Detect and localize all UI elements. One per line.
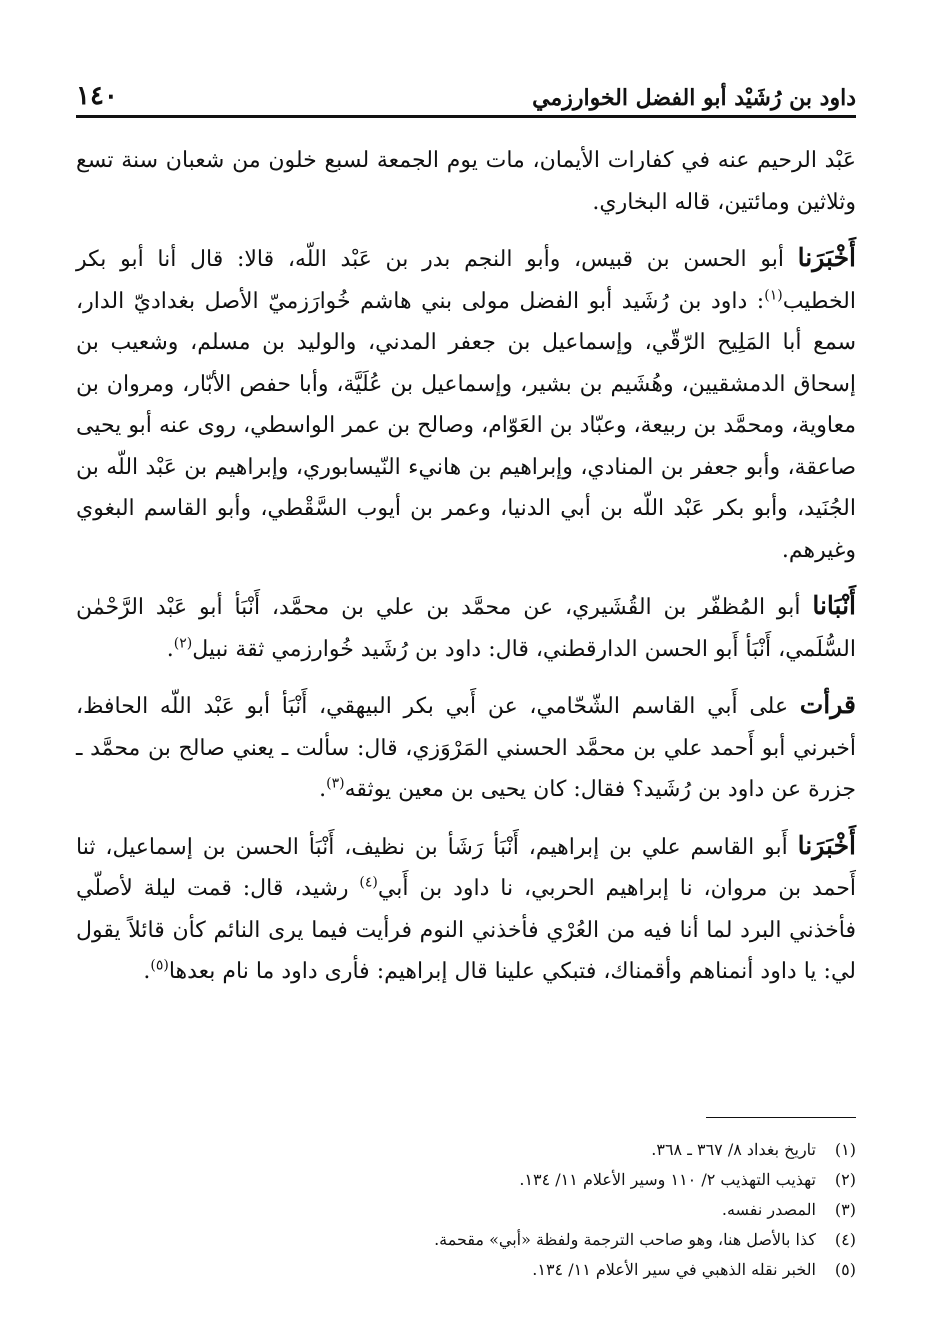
- page-header: [76, 78, 856, 118]
- footnote-ref-4: (٤): [359, 874, 378, 891]
- page-number: ١٤٠: [76, 81, 118, 111]
- footnote-ref-5: (٥): [150, 957, 169, 974]
- paragraph-text: .: [319, 777, 327, 802]
- paragraph-lead-word: أَخْبَرَنا: [797, 243, 856, 272]
- paragraph-text: عَبْد الرحيم عنه في كفارات الأيمان، مات يوم الجمعة لسبع خلون من شعبان سنة تسع وثلاثين ومائتين، قاله البخاري.: [76, 148, 856, 215]
- footnote-item: [76, 1255, 856, 1285]
- main-text: [76, 140, 856, 1003]
- footnote-ref-2: (٢): [173, 635, 193, 652]
- paragraph-text: : داود بن رُشَيد أبو الفضل مولى بني هاشم خُوارَزميّ الأصل بغداديّ الدار، سمع أبا المَلِيح الرّقّي، وإسماعيل بن جعفر المدني، والوليد بن مسلم، وشعيب بن إسحاق الدمشقيين، وهُشَيم بن بشير، وإسماعيل بن عُلَيَّة، وأبا حفص الأبّار، ومروان بن معاوية، ومحمَّد بن ربيعة، وعبّاد بن العَوّام، وصالح بن عمر الواسطي، روى عنه أبو يحيى صاعقة، وأبو جعفر بن المنادي، وإبراهيم بن هانيء النّيسابوري، وإبراهيم بن عَبْد اللّه بن الجُنَيد، وأبو بكر عَبْد اللّه بن أبي الدنيا، وعمر بن أيوب السَّقْطي، وأبو القاسم البغوي وغيرهم.: [76, 288, 856, 563]
- paragraph-text: رشيد، قال: قمت ليلة لأصلّي فأخذني البرد لما أنا فيه من العُرْي فأخذني النوم فرأيت فيما يرى النائم كأن قائلاً يقول لي: يا داود أنمناهم وأقمناك، فتبكي علينا قال إبراهيم: فأرى داود ما نام بعدها: [76, 876, 856, 984]
- paragraph-2: [76, 237, 856, 571]
- footnote-item: [76, 1165, 856, 1195]
- paragraph-lead-word: أَخْبَرَنا: [797, 830, 856, 860]
- paragraph-5: [76, 825, 856, 993]
- footnote-text: المصدر نفسه.: [721, 1200, 816, 1219]
- footnote-number: (١): [834, 1140, 856, 1159]
- footnotes: [76, 1135, 856, 1285]
- footnote-item: [76, 1195, 856, 1225]
- paragraph-text: أَبو القاسم علي بن إبراهيم، أَنْبَأ رَشَأ بن نظيف، أَنْبَأ الحسن بن إسماعيل، ثنا أَحمد بن مروان، نا إبراهيم الحربي، نا داود بن أَبي: [76, 834, 856, 901]
- footnote-number: (٣): [834, 1200, 856, 1219]
- paragraph-lead-word: قرأت: [799, 690, 856, 719]
- footnote-ref-1: (١): [764, 287, 783, 304]
- footnote-text: تهذيب التهذيب ٢/ ١١٠ وسير الأعلام ١١/ ١٣٤.: [519, 1170, 816, 1189]
- footnote-number: (٥): [834, 1260, 856, 1279]
- paragraph-text: أبو المُظفّر بن القُشَيري، عن محمَّد بن علي بن محمَّد، أَنْبَأ أبو عَبْد الرَّحْمٰن السُّلَمي، أَنْبَأ أَبو الحسن الدارقطني، قال: داود بن رُشَيد خُوارزمي ثقة نبيل: [76, 595, 856, 662]
- footnote-text: الخبر نقله الذهبي في سير الأعلام ١١/ ١٣٤.: [532, 1260, 816, 1279]
- footnote-ref-3: (٣): [326, 775, 345, 792]
- paragraph-3: [76, 585, 856, 670]
- paragraph-text: .: [166, 636, 174, 662]
- footnote-item: [76, 1225, 856, 1255]
- paragraph-4: [76, 684, 856, 811]
- footnote-item: [76, 1135, 856, 1165]
- footnote-number: (٢): [834, 1170, 856, 1189]
- paragraph-text: .: [143, 959, 151, 984]
- paragraph-1: [76, 140, 856, 223]
- footnote-number: (٤): [834, 1230, 856, 1249]
- footnote-separator: [706, 1117, 856, 1118]
- footnote-text: كذا بالأصل هنا، وهو صاحب الترجمة ولفظة «أبي» مقحمة.: [434, 1230, 816, 1249]
- paragraph-lead-word: أَنْبَانا: [812, 591, 856, 620]
- paragraph-text: أبو الحسن بن قبيس، وأبو النجم بدر بن عَبْد اللّه، قالا: قال أنا أبو بكر الخطيب: [76, 247, 856, 314]
- paragraph-text: على أَبي القاسم الشّحّامي، عن أَبي بكر البيهقي، أَنْبَأ أبو عَبْد اللّه الحافظ، أخبرني أبو أَحمد علي بن محمَّد الحسني المَرْوَزي، قال: سألت ـ يعني صالح بن محمَّد ـ جزرة عن داود بن رُشَيد؟ فقال: كان يحيى بن معين يوثقه: [76, 694, 856, 802]
- footnote-text: تاريخ بغداد ٨/ ٣٦٧ ـ ٣٦٨.: [651, 1140, 816, 1159]
- running-title: داود بن رُشَيْد أبو الفضل الخوارزمي: [532, 85, 856, 111]
